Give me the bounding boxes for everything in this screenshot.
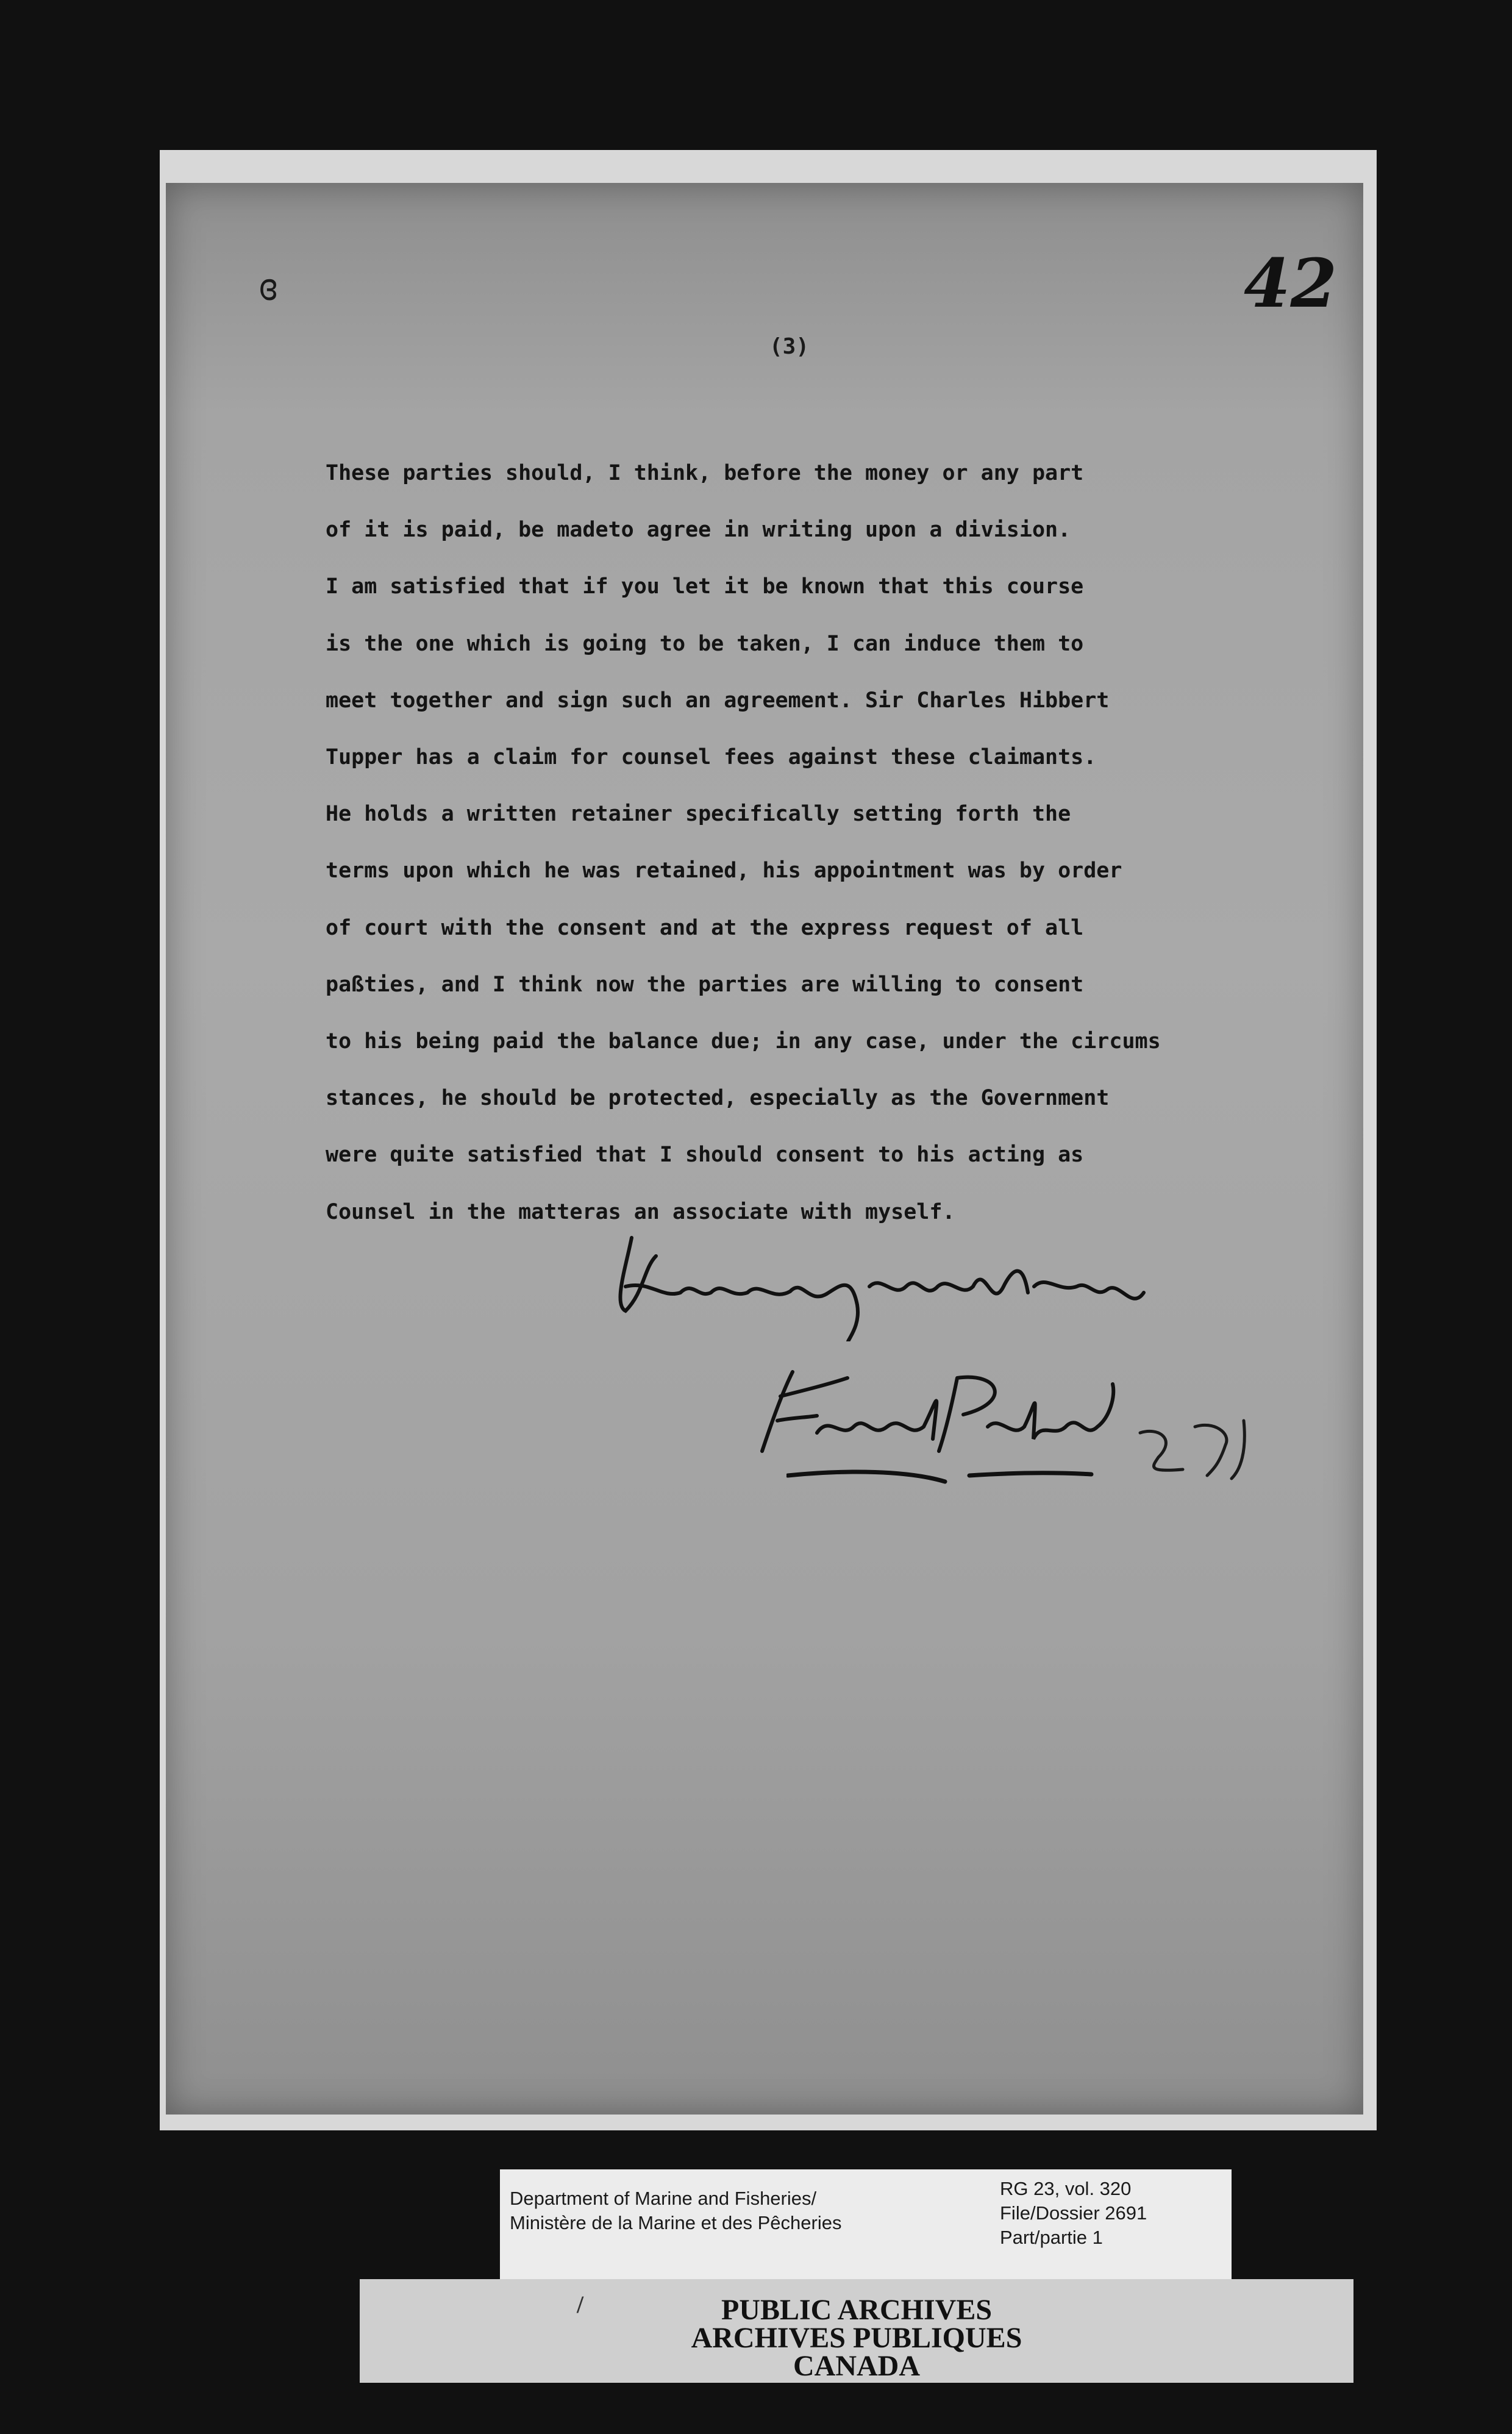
body-line: is the one which is going to be taken, I can induce them to bbox=[326, 631, 1084, 656]
corner-mark: ɞ bbox=[257, 266, 280, 309]
department-fr: Ministère de la Marine et des Pêcheries bbox=[510, 2212, 842, 2233]
body-line: paßties, and I think now the parties are willing to consent bbox=[326, 972, 1084, 997]
archive-reference-label bbox=[500, 2169, 1232, 2283]
stamp-line-2: ARCHIVES PUBLIQUES bbox=[691, 2322, 1022, 2354]
record-reference bbox=[1000, 2177, 1147, 2250]
body-line: of court with the consent and at the express request of all bbox=[326, 915, 1084, 940]
stamp-line-1: PUBLIC ARCHIVES bbox=[721, 2294, 993, 2326]
stamp-line-3: CANADA bbox=[793, 2350, 920, 2382]
body-line: of it is paid, be madeto agree in writing upon a division. bbox=[326, 518, 1071, 543]
archive-stamp bbox=[360, 2279, 1353, 2383]
body-line: stances, he should be protected, especially as the Government bbox=[326, 1086, 1110, 1111]
body-line: to his being paid the balance due; in any case, under the circums bbox=[326, 1029, 1161, 1054]
body-line: These parties should, I think, before the money or any part bbox=[326, 461, 1084, 485]
department-names bbox=[510, 2186, 841, 2235]
record-group: RG 23, vol. 320 bbox=[1000, 2178, 1132, 2199]
department-en: Department of Marine and Fisheries/ bbox=[510, 2188, 817, 2209]
stamp-mark: / bbox=[577, 2291, 584, 2318]
part-number: Part/partie 1 bbox=[1000, 2227, 1103, 2248]
signature-underline bbox=[786, 1457, 1104, 1494]
body-line: Tupper has a claim for counsel fees against these claimants. bbox=[326, 745, 1097, 770]
signature-mark bbox=[1134, 1415, 1256, 1488]
signature-closing bbox=[607, 1219, 1168, 1341]
file-number: File/Dossier 2691 bbox=[1000, 2202, 1147, 2224]
body-line: Counsel in the matteras an associate with myself. bbox=[326, 1199, 955, 1224]
body-line: I am satisfied that if you let it be known that this course bbox=[326, 574, 1084, 599]
letter-body bbox=[326, 445, 1313, 1241]
folio-number: 42 bbox=[1244, 244, 1338, 323]
body-line: were quite satisfied that I should consent to his acting as bbox=[326, 1143, 1084, 1168]
signature-name bbox=[756, 1360, 1122, 1463]
body-line: terms upon which he was retained, his appointment was by order bbox=[326, 858, 1122, 883]
body-line: meet together and sign such an agreement. Sir Charles Hibbert bbox=[326, 688, 1110, 713]
body-line: He holds a written retainer specifically setting forth the bbox=[326, 802, 1071, 827]
page-number: (3) bbox=[769, 334, 810, 359]
